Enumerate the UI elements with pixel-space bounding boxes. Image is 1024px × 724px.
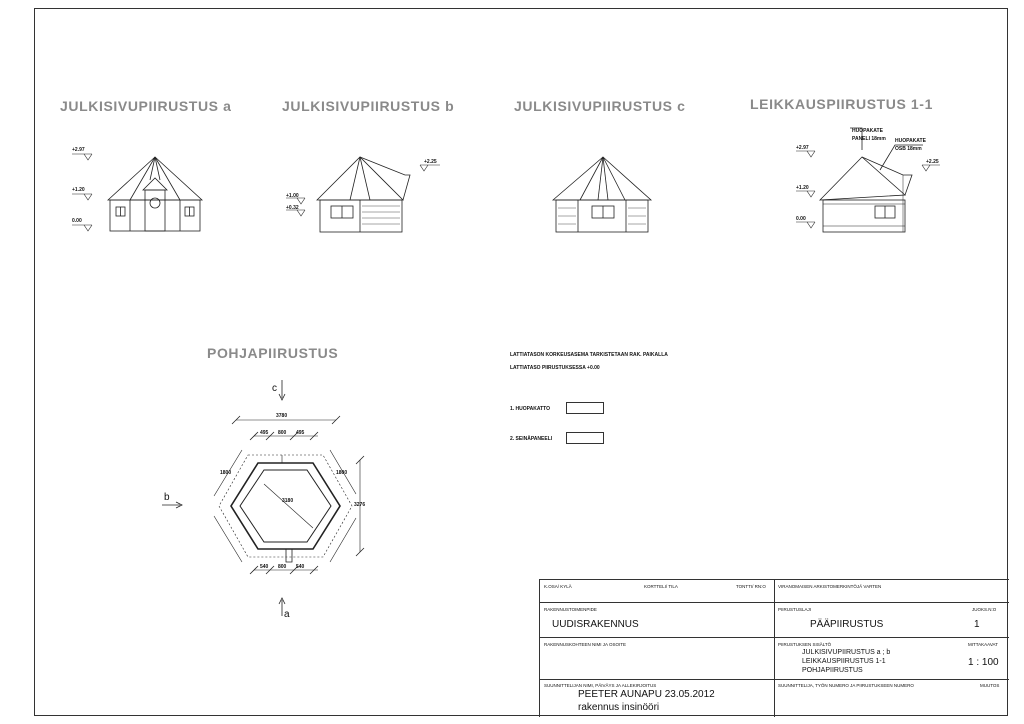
level-markers (72, 151, 940, 231)
level-mid-s: +1.20 (796, 185, 809, 191)
level-top-a: +2.97 (72, 147, 85, 153)
level-b2: +0.32 (286, 205, 299, 211)
tb-toimenpide: UUDISRAKENNUS (552, 619, 639, 630)
plan-dim-bot-1: 540 (260, 564, 269, 570)
legend-swatch-1 (566, 402, 604, 414)
tb-muutos-label: MUUTOS (980, 683, 1000, 688)
plan-dim-top-2: 800 (278, 430, 287, 436)
tb-suunnittelija: PEETER AUNAPU 23.05.2012 (578, 689, 715, 700)
tb-tontti-label: TONTTI/ RN:O (736, 584, 766, 589)
plan-title: POHJAPIIRUSTUS (207, 345, 339, 361)
plan-dim-side-l: 1800 (220, 470, 232, 476)
plan-dim-side-r: 1800 (336, 470, 348, 476)
plan-dim-top: 3780 (276, 413, 288, 419)
section-note-roof: HUOPAKATE (852, 128, 883, 134)
title-block (539, 579, 1009, 717)
level-zero-s: 0.00 (796, 216, 806, 222)
tb-piirustuslaji: PÄÄPIIRUSTUS (810, 619, 884, 630)
tb-juoks: 1 (974, 619, 980, 630)
tb-piirustuslaji-label: PIIRUSTUSLAJI (778, 607, 812, 612)
tb-vira-label: VIRANOMAISEN ARKISTOMERKINTÖJÄ VARTEN (778, 584, 882, 589)
tb-sisalto-3: POHJAPIIRUSTUS (802, 667, 863, 674)
elevation-b-title: JULKISIVUPIIRUSTUS b (282, 98, 455, 114)
note-line-2: LATTIATASO PIIRUSTUKSESSA +0.00 (510, 365, 600, 371)
level-top-s: +2.97 (796, 145, 809, 151)
legend-item-1: 1. HUOPAKATTO (510, 406, 551, 412)
tb-juoks-label: JUOKS.N:O (972, 607, 997, 612)
plan-dir-b: b (164, 492, 170, 503)
tb-ammatti: rakennus insinööri (578, 702, 660, 713)
tb-kortteli-label: KORTTELI/ TILA (644, 584, 678, 589)
tb-toimenpide-label: RAKENNUSTOIMENPIDE (544, 607, 597, 612)
tb-tyonumero-label: SUUNNITTELIJA, TYÖN NUMERO JA PIIRUSTUKSEEN NUMERO (778, 683, 914, 688)
tb-sisalto-2: LEIKKAUSPIIRUSTUS 1-1 (802, 658, 886, 665)
level-eave-b: +2.25 (424, 159, 437, 165)
level-zero-a: 0.00 (72, 218, 82, 224)
plan-dim-top-1: 495 (260, 430, 269, 436)
tb-kohde-label: RAKENNUSKOHTEEN NIMI JA OSOITE (544, 642, 627, 647)
legend-item-2: 2. SEINÄPANEELI (510, 436, 553, 442)
elevation-c-drawing (553, 157, 651, 232)
level-mid-a: +1.20 (72, 187, 85, 193)
level-b1: +1.00 (286, 193, 299, 199)
plan-dim-inner: 3180 (282, 498, 294, 504)
note-line-1: LATTIATASON KORKEUSASEMA TARKISTETAAN RAK. PAIKALLA (510, 352, 668, 358)
section-note-side2: OSB 18mm (895, 146, 922, 152)
plan-dir-c: c (272, 383, 277, 394)
elevation-a-drawing (108, 157, 202, 231)
plan-dir-a: a (284, 609, 290, 620)
section-note-side: HUOPAKATE (895, 138, 926, 144)
elevation-a-title: JULKISIVUPIIRUSTUS a (60, 98, 232, 114)
plan-dim-top-3: 495 (296, 430, 305, 436)
plan-dim-bot-3: 540 (296, 564, 305, 570)
tb-mittakaava-label: MITTAKAAVAT (968, 642, 998, 647)
section-note-roof2: PANELI 18mm (852, 136, 886, 142)
plan-drawing (162, 380, 364, 616)
plan-dim-bot-2: 800 (278, 564, 287, 570)
elevation-b-drawing (317, 157, 410, 232)
level-eave-s: +2.25 (926, 159, 939, 165)
tb-sisalto-1: JULKISIVUPIIRUSTUS a ; b (802, 649, 891, 656)
tb-suunnittelija-label: SUUNNITTELIJAN NIMI, PÄIVÄYS JA ALLEKIRJOITUS (544, 683, 657, 688)
legend-swatch-2 (566, 432, 604, 444)
tb-sisalto-label: PIIRUSTUKSEN SISÄLTÖ (778, 642, 832, 647)
elevation-c-title: JULKISIVUPIIRUSTUS c (514, 98, 686, 114)
section-title: LEIKKAUSPIIRUSTUS 1-1 (750, 96, 933, 112)
plan-dim-right: 3276 (354, 502, 366, 508)
tb-mittakaava: 1 : 100 (968, 657, 999, 668)
tb-kosa-label: K.OSA/ KYLÄ (544, 584, 572, 589)
